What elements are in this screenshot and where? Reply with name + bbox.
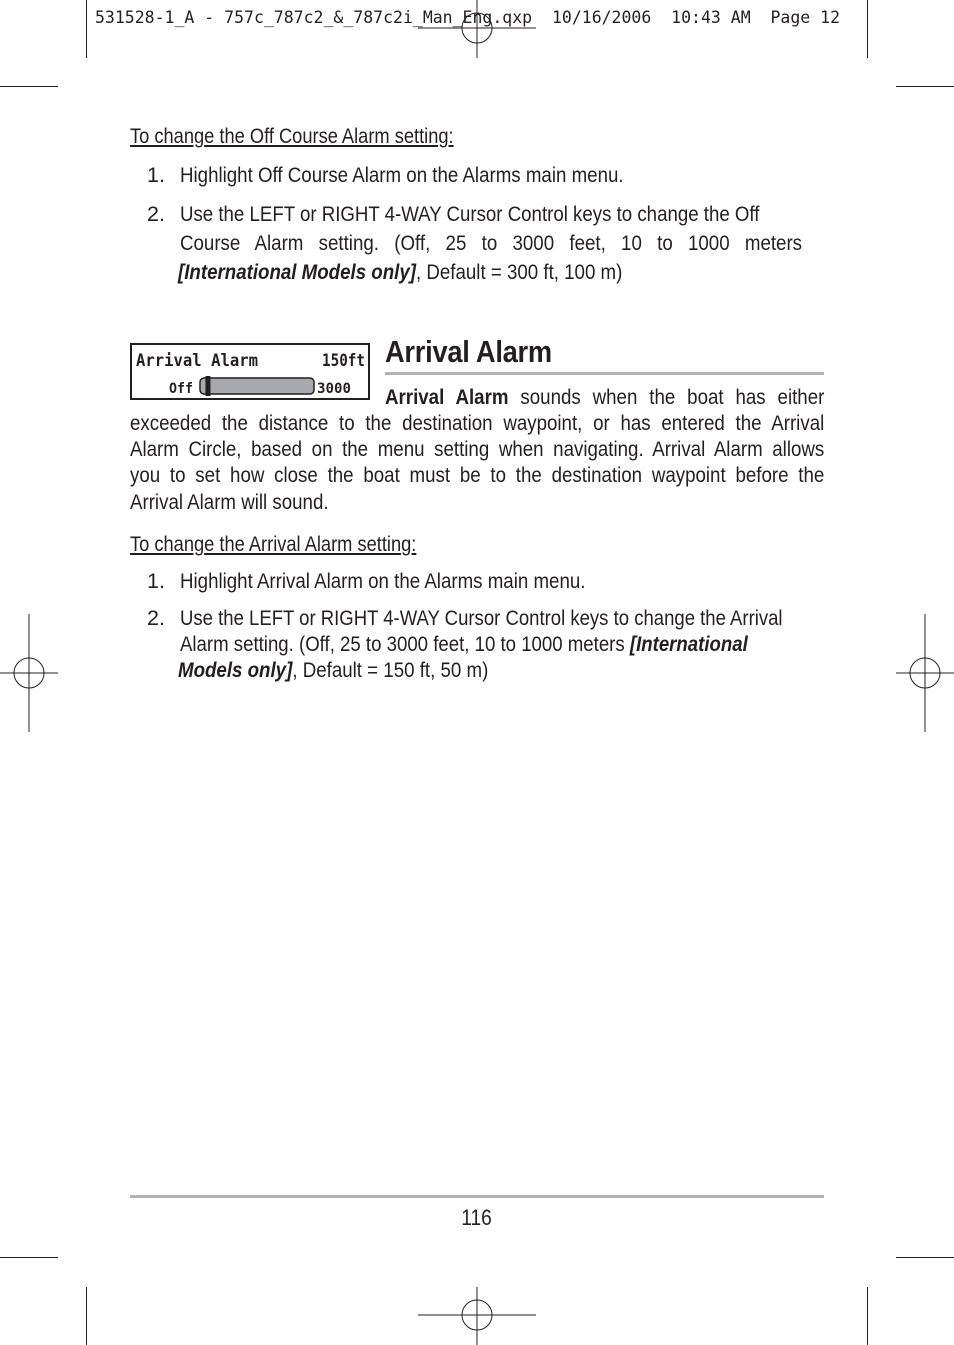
off-course-step2-line1: Use the LEFT or RIGHT 4-WAY Cursor Control keys to change the Off <box>180 202 760 226</box>
arrival-step2-line2: Alarm setting. (Off, 25 to 3000 feet, 10 to 1000 meters [International <box>180 632 748 656</box>
crop-mark-bottom-left-v <box>86 1287 87 1345</box>
arrival-para-line4: you to set how close the boat must be to the destination waypoint before the <box>130 463 825 487</box>
slider-max-label: 3000 <box>317 381 351 397</box>
crop-mark-top-right-v <box>867 0 868 58</box>
crop-mark-top-left-v <box>86 0 87 58</box>
crop-mark-bottom-right-h <box>896 1257 954 1258</box>
off-course-step1-number: 1. <box>147 163 165 187</box>
crop-mark-top-right-h <box>896 86 954 87</box>
registration-mark-bottom <box>418 1287 536 1345</box>
arrival-alarm-menu-widget <box>130 343 370 400</box>
off-course-step1: Highlight Off Course Alarm on the Alarms main menu. <box>180 163 624 187</box>
footer-rule <box>130 1195 824 1198</box>
section-title-arrival-alarm: Arrival Alarm <box>385 334 552 369</box>
slider-handle <box>205 376 210 396</box>
registration-mark-right <box>896 614 954 732</box>
arrival-step2-line1: Use the LEFT or RIGHT 4-WAY Cursor Control keys to change the Arrival <box>180 606 783 630</box>
arrival-para-line2: exceeded the distance to the destination waypoint, or has entered the Arrival <box>130 411 825 435</box>
menu-label: Arrival Alarm <box>136 351 258 371</box>
arrival-step1-number: 1. <box>147 569 165 593</box>
registration-mark-top <box>418 0 536 58</box>
arrival-step2-number: 2. <box>147 606 165 630</box>
slider-track <box>200 378 314 394</box>
slider-min-label: Off <box>169 381 193 397</box>
section-title-rule <box>385 372 824 375</box>
off-course-step2-line3: [International Models only], Default = 300 ft, 100 m) <box>178 260 623 284</box>
crop-mark-top-left-h <box>0 86 58 87</box>
arrival-para-line3: Alarm Circle, based on the menu setting when navigating. Arrival Alarm allows <box>130 437 825 461</box>
printer-slug: 531528-1_A - 757c_787c2_&_787c2i_Man_Eng.qxp 10/16/2006 10:43 AM Page 12 <box>95 8 841 27</box>
off-course-heading: To change the Off Course Alarm setting: <box>130 125 454 148</box>
arrival-step2-line3: Models only], Default = 150 ft, 50 m) <box>178 658 489 682</box>
page-number: 116 <box>461 1205 493 1230</box>
arrival-para-line5: Arrival Alarm will sound. <box>130 490 329 514</box>
crop-mark-bottom-right-v <box>867 1287 868 1345</box>
arrival-alarm-menu-graphic <box>132 345 368 398</box>
menu-value: 150ft <box>322 351 365 371</box>
arrival-para-line1: Arrival Alarm sounds when the boat has either <box>385 385 825 409</box>
crop-mark-bottom-left-h <box>0 1257 58 1258</box>
arrival-step1: Highlight Arrival Alarm on the Alarms main menu. <box>180 569 586 593</box>
registration-mark-left <box>0 614 58 732</box>
off-course-step2-number: 2. <box>147 202 165 226</box>
arrival-heading: To change the Arrival Alarm setting: <box>130 533 417 556</box>
off-course-step2-line2: Course Alarm setting. (Off, 25 to 3000 feet, 10 to 1000 meters <box>180 231 803 255</box>
